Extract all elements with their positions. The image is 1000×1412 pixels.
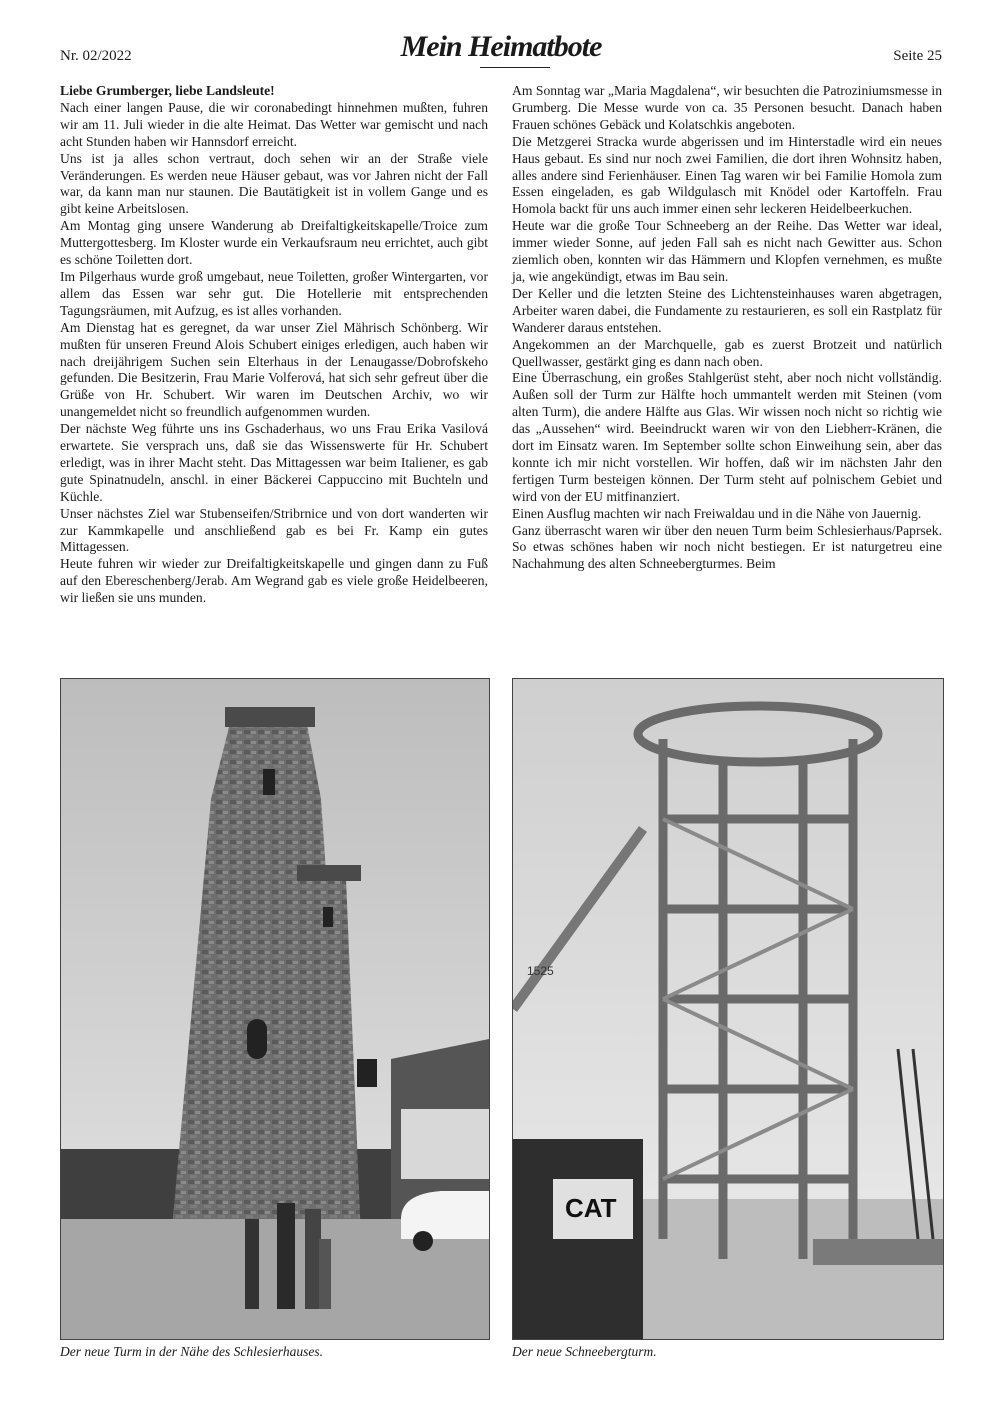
- article-paragraph: Ganz überrascht waren wir über den neuen Turm beim Schlesierhaus/Paprsek. So etwas schönes haben wir noch nicht bestiegen. Er ist naturgetreu eine Nachahmung des alten Schneebergturmes. Beim: [512, 522, 942, 572]
- article-paragraph: Nach einer langen Pause, die wir coronabedingt hinnehmen mußten, fuhren wir am 11. Juli wieder in die alte Heimat. Das Wetter war gemischt und nach acht Stunden haben wir Hannsdorf erreicht.: [60, 99, 488, 149]
- article-paragraph: Heute war die große Tour Schneeberg an der Reihe. Das Wetter war ideal, immer wieder Sonne, auf jeden Fall sah es nicht nach Gewitter aus. Schon ziemlich oben, konnten wir das Hämmern und Klopfen vernehmen, es mußte ja, wie angekündigt, etwas im Bau sein.: [512, 218, 942, 284]
- article-paragraph: Die Metzgerei Stracka wurde abgerissen und im Hinterstadle wird ein neues Haus gebaut. Es sind nur noch zwei Familien, die dort ihren Wohnsitz haben, alles andere sind Ferienhäuser. Einen Tag waren wir bei Familie Homola zum Essen eingeladen, es gab Wildgulasch mit Knödel oder Kartoffeln. Frau Homola backt für uns auch immer einen sehr leckeren Heidelbeerkuchen.: [512, 133, 942, 217]
- article-paragraph: Uns ist ja alles schon vertraut, doch sehen wir an der Straße viele Veränderungen. Es werden neue Häuser gebaut, was vor Jahren nicht der Fall war, da kann man nur staunen. Die Bautätigkeit ist in vollem Gange und es gibt keine Arbeitslosen.: [60, 150, 488, 217]
- newspaper-masthead: Mein Heimatbote: [400, 30, 602, 63]
- photo-caption-left: Der neue Turm in der Nähe des Schlesierhauses.: [60, 1344, 323, 1359]
- article-paragraph: Im Pilgerhaus wurde groß umgebaut, neue Toiletten, großer Wintergarten, vor allem das Essen war sehr gut. Die Hotellerie mit entsprechenden Tagungsräumen, mit Aufzug, es ist alles vorhanden.: [60, 268, 488, 318]
- article-title: Liebe Grumberger, liebe Landsleute!: [60, 83, 275, 98]
- crane-label: 1525: [527, 964, 554, 978]
- article-paragraph: Am Sonntag war „Maria Magdalena“, wir besuchten die Patroziniumsmesse in Grumberg. Die Messe wurde von ca. 35 Personen besucht. Danach haben Frauen schönes Gebäck und Kolatschkis angeboten.: [512, 83, 942, 132]
- article-paragraph: Heute fuhren wir wieder zur Dreifaltigkeitskapelle und gingen dann zu Fuß auf den Ebereschenberg/Jerab. Am Wegrand gab es viele große Heidelbeeren, wir ließen sie uns munden.: [60, 556, 488, 606]
- article-column-right: [512, 83, 942, 573]
- article-paragraph: Am Montag ging unsere Wanderung ab Dreifaltigkeitskapelle/Troice zum Muttergottesberg. Im Kloster wurde ein Verkaufsraum neu errichtet, auch gibt es schöne Toiletten dort.: [60, 218, 488, 268]
- article-column-left: [60, 83, 488, 607]
- photo-caption-right: Der neue Schneebergturm.: [512, 1344, 657, 1359]
- page-header: [60, 30, 942, 70]
- page-number: Seite 25: [893, 48, 942, 64]
- article-paragraph: Eine Überraschung, ein großes Stahlgerüst steht, aber noch nicht vollständig. Außen soll der Turm zur Hälfte hoch ummantelt werden mit Steinen (vom alten Turm), die andere Hälfte aus Glas. Wir wissen noch nicht so richtig wie das „Aussehen“ wird. Beeindruckt waren wir von den Liebherr-Kränen, die dort im Einsatz waren. Im September sollte schon Einweihung sein, aber das konnte ich mir nicht vorstellen. Wir hoffen, daß wir im nächsten Jahr den fertigen Turm besteigen können. Der Turm steht auf polnischem Gebiet und wird von der EU mitfinanziert.: [512, 370, 942, 504]
- article-paragraph: Angekommen an der Marchquelle, gab es zuerst Brotzeit und natürlich Quellwasser, gestärkt ging es dann nach oben.: [512, 336, 942, 369]
- article-paragraph: Unser nächstes Ziel war Stubenseifen/Stribrnice und von dort wanderten wir zur Kammkapelle und anschließend gab es bei Fr. Kamp ein gutes Mittagessen.: [60, 505, 488, 555]
- stone-tower-illustration: [61, 679, 489, 1339]
- machine-brand-label: CAT: [565, 1193, 617, 1223]
- steel-tower-illustration: [513, 679, 943, 1339]
- masthead-rule: [480, 67, 550, 68]
- photo-steel-tower: [512, 678, 944, 1340]
- article-paragraph: Der nächste Weg führte uns ins Gschaderhaus, wo uns Frau Erika Vasilová erwartete. Sie versprach uns, daß sie das Wissenswerte für Hr. Schubert erledigt, was in ihrer Macht steht. Das Mittagessen war beim Italiener, es gab gute Spinatnudeln, anschl. in einer Bäckerei Cappuccino mit Buchteln und Küchle.: [60, 421, 488, 504]
- issue-number: Nr. 02/2022: [60, 48, 132, 64]
- photo-stone-tower: [60, 678, 490, 1340]
- article-paragraph: Am Dienstag hat es geregnet, da war unser Ziel Mährisch Schönberg. Wir mußten für unseren Freund Alois Schubert einiges erledigen, auch haben wir nach dreijährigem Suchen sein Elterhaus in der Lenaugasse/Dobrofskeho gefunden. Die Besitzerin, Frau Marie Volferová, hat sich sehr gefreut über die Grüße von Hr. Schubert. Wir waren im Deutschen Archiv, wo wir unangemeldet nicht so freundlich aufgenommen wurden.: [60, 319, 488, 420]
- article-paragraph: Einen Ausflug machten wir nach Freiwaldau und in die Nähe von Jauernig.: [512, 505, 922, 521]
- article-paragraph: Der Keller und die letzten Steine des Lichtensteinhauses waren abgetragen, Arbeiter waren dabei, die Fundamente zu restaurieren, es soll ein Rastplatz für Wanderer daraus entstehen.: [512, 285, 942, 335]
